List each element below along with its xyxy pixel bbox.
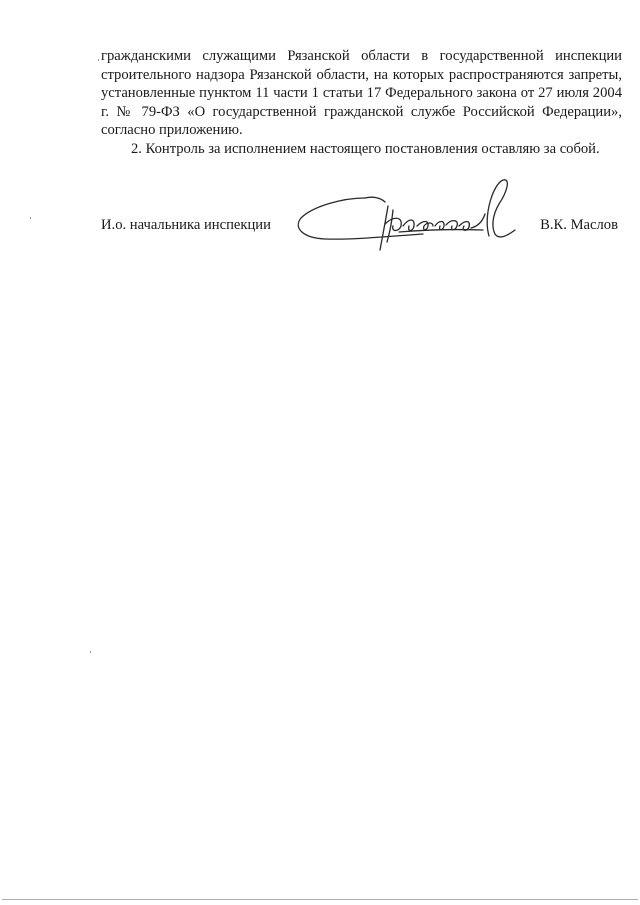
document-body [101, 47, 622, 159]
signatory-role: И.о. начальника инспекции [101, 217, 271, 233]
margin-tick-mid [90, 651, 91, 653]
signatory-name: В.К. Маслов [540, 217, 618, 233]
paragraph-continuation: гражданскими служащими Рязанской области в государственной инспекции строительного надзора Рязанской области, на которых распространяются запреты, установленные пунктом 11 части 1 статьи 17 Федерального закона от 27 июля 2004 г. № 79-ФЗ «О государственной гражданской службе Российской Федерации», согласно приложению. [101, 48, 622, 139]
margin-tick-top [98, 59, 99, 61]
margin-tick-left [30, 217, 31, 219]
paragraph-control-clause: 2. Контроль за исполнением настоящего постановления оставляю за собой. [131, 140, 600, 157]
scan-bottom-edge [2, 899, 638, 900]
handwritten-signature [293, 176, 525, 256]
